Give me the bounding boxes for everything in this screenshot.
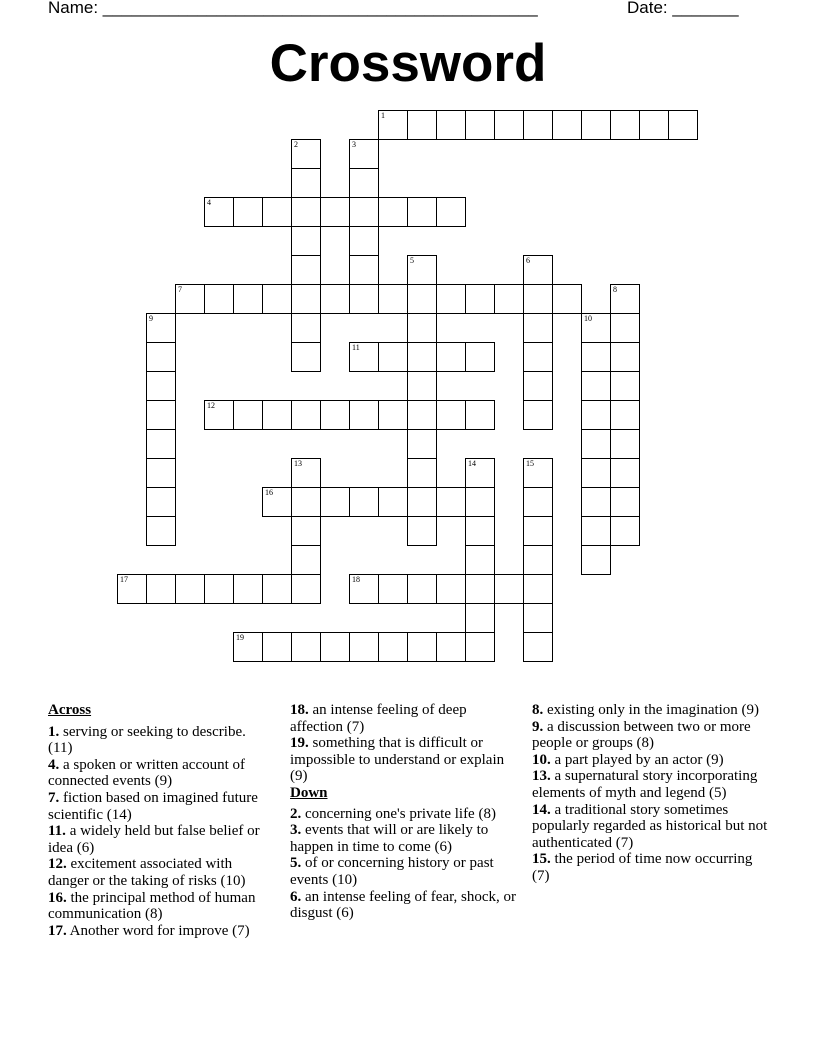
clue-number-label: 4 <box>207 198 211 207</box>
clue-text: the period of time now occurring (7) <box>532 851 753 884</box>
clue-text: existing only in the imagination (9) <box>543 702 760 718</box>
down-clue-list-continued <box>532 702 768 885</box>
grid-cell[interactable] <box>523 400 553 430</box>
grid-cell[interactable] <box>581 429 611 459</box>
grid-cell[interactable] <box>378 284 408 314</box>
clue-number-label: 2 <box>294 140 298 149</box>
clue-item <box>290 889 518 922</box>
clue-item <box>290 855 518 888</box>
clue-number: 2. <box>290 805 302 822</box>
clue-text: a part played by an actor (9) <box>550 751 724 768</box>
across-clue-list-continued <box>290 702 518 785</box>
grid-cell[interactable] <box>262 487 292 517</box>
grid-cell[interactable] <box>465 342 495 372</box>
grid-cell[interactable] <box>581 313 611 343</box>
grid-cell[interactable] <box>465 400 495 430</box>
clue-number: 19. <box>290 735 309 752</box>
grid-cell[interactable] <box>320 197 350 227</box>
grid-cell[interactable] <box>349 255 379 285</box>
clue-number-label: 12 <box>207 401 215 410</box>
grid-cell[interactable] <box>436 574 466 604</box>
clue-number: 14. <box>532 801 551 818</box>
clue-item <box>532 802 768 852</box>
grid-cell[interactable] <box>407 574 437 604</box>
grid-cell[interactable] <box>291 255 321 285</box>
clue-text: a traditional story sometimes popularly regarded as historical but not authenticated (7) <box>532 801 768 851</box>
grid-cell[interactable] <box>581 545 611 575</box>
grid-cell[interactable] <box>320 400 350 430</box>
clue-number-label: 8 <box>613 285 617 294</box>
grid-cell[interactable] <box>291 632 321 662</box>
grid-cell[interactable] <box>523 603 553 633</box>
clue-text: something that is difficult or impossible to understand or explain (9) <box>290 735 505 785</box>
clue-number-label: 16 <box>265 488 273 497</box>
grid-cell[interactable] <box>378 197 408 227</box>
grid-cell[interactable] <box>146 516 176 546</box>
grid-cell[interactable] <box>436 400 466 430</box>
grid-cell[interactable] <box>117 574 147 604</box>
grid-cell[interactable] <box>436 632 466 662</box>
grid-cell[interactable] <box>407 632 437 662</box>
grid-cell[interactable] <box>436 110 466 140</box>
grid-cell[interactable] <box>146 487 176 517</box>
grid-cell[interactable] <box>465 516 495 546</box>
grid-cell[interactable] <box>407 284 437 314</box>
clue-text: excitement associated with danger or the taking of risks (10) <box>48 856 246 889</box>
grid-cell[interactable] <box>610 458 640 488</box>
clues-column-2 <box>290 702 518 922</box>
grid-cell[interactable] <box>407 197 437 227</box>
clue-number: 15. <box>532 851 551 868</box>
grid-cell[interactable] <box>291 168 321 198</box>
clue-number: 17. <box>48 922 67 939</box>
grid-cell[interactable] <box>494 574 524 604</box>
clue-number-label: 17 <box>120 575 128 584</box>
grid-cell[interactable] <box>291 197 321 227</box>
clue-number: 9. <box>532 718 544 735</box>
clue-item <box>290 806 518 823</box>
clues-column-3 <box>532 702 768 885</box>
grid-cell[interactable] <box>291 226 321 256</box>
grid-cell[interactable] <box>639 110 669 140</box>
grid-cell[interactable] <box>407 400 437 430</box>
grid-cell[interactable] <box>146 313 176 343</box>
grid-cell[interactable] <box>436 284 466 314</box>
grid-cell[interactable] <box>349 487 379 517</box>
clue-number: 4. <box>48 756 60 773</box>
grid-cell[interactable] <box>407 458 437 488</box>
clue-item <box>532 752 768 769</box>
clue-item <box>290 735 518 785</box>
clue-text: a spoken or written account of connected events (9) <box>48 756 246 790</box>
clue-item <box>532 851 768 884</box>
grid-cell[interactable] <box>233 197 263 227</box>
grid-cell[interactable] <box>349 197 379 227</box>
grid-cell[interactable] <box>291 487 321 517</box>
grid-cell[interactable] <box>407 342 437 372</box>
grid-cell[interactable] <box>436 342 466 372</box>
grid-cell[interactable] <box>465 458 495 488</box>
grid-cell[interactable] <box>581 516 611 546</box>
grid-cell[interactable] <box>523 313 553 343</box>
grid-cell[interactable] <box>291 516 321 546</box>
clue-item <box>532 719 768 752</box>
clue-item <box>532 702 768 719</box>
grid-cell[interactable] <box>291 284 321 314</box>
grid-cell[interactable] <box>320 632 350 662</box>
clue-number-label: 10 <box>584 314 592 323</box>
clue-number: 1. <box>48 723 60 740</box>
clue-number: 18. <box>290 702 309 718</box>
grid-cell[interactable] <box>291 342 321 372</box>
clue-number: 16. <box>48 889 67 906</box>
grid-cell[interactable] <box>581 342 611 372</box>
grid-cell[interactable] <box>262 197 292 227</box>
grid-cell[interactable] <box>465 574 495 604</box>
grid-cell[interactable] <box>233 284 263 314</box>
grid-cell[interactable] <box>204 284 234 314</box>
clue-number-label: 15 <box>526 459 534 468</box>
clue-text: a discussion between two or more people or groups (8) <box>532 718 751 752</box>
clue-number-label: 11 <box>352 343 360 352</box>
grid-cell[interactable] <box>146 574 176 604</box>
clue-number-label: 7 <box>178 285 182 294</box>
grid-cell[interactable] <box>465 632 495 662</box>
clue-number-label: 1 <box>381 111 385 120</box>
grid-cell[interactable] <box>407 487 437 517</box>
grid-cell[interactable] <box>581 400 611 430</box>
clue-item <box>48 856 270 889</box>
grid-cell[interactable] <box>146 400 176 430</box>
clue-text: a supernatural story incorporating elements of myth and legend (5) <box>532 768 758 801</box>
across-heading: Across <box>48 702 92 718</box>
grid-cell[interactable] <box>465 487 495 517</box>
grid-cell[interactable] <box>349 574 379 604</box>
grid-cell[interactable] <box>407 313 437 343</box>
clue-item <box>48 890 270 923</box>
grid-cell[interactable] <box>610 342 640 372</box>
grid-cell[interactable] <box>523 632 553 662</box>
grid-cell[interactable] <box>175 574 205 604</box>
clue-number-label: 14 <box>468 459 476 468</box>
grid-cell[interactable] <box>494 284 524 314</box>
clue-text: the principal method of human communication (8) <box>48 889 256 923</box>
grid-cell[interactable] <box>610 284 640 314</box>
clue-number: 13. <box>532 768 551 785</box>
grid-cell[interactable] <box>291 139 321 169</box>
grid-cell[interactable] <box>668 110 698 140</box>
grid-cell[interactable] <box>494 110 524 140</box>
grid-cell[interactable] <box>378 487 408 517</box>
grid-cell[interactable] <box>262 574 292 604</box>
grid-cell[interactable] <box>146 429 176 459</box>
clue-text: events that will or are likely to happen in time to come (6) <box>290 822 489 855</box>
grid-cell[interactable] <box>465 545 495 575</box>
clue-item <box>48 757 270 790</box>
grid-cell[interactable] <box>291 545 321 575</box>
grid-cell[interactable] <box>523 284 553 314</box>
grid-cell[interactable] <box>523 342 553 372</box>
clue-text: Another word for improve (7) <box>66 922 250 939</box>
grid-cell[interactable] <box>610 313 640 343</box>
grid-cell[interactable] <box>320 487 350 517</box>
page-title: Crossword <box>269 34 547 93</box>
clue-text: of or concerning history or past events (10) <box>290 855 494 888</box>
grid-cell[interactable] <box>204 400 234 430</box>
grid-cell[interactable] <box>523 545 553 575</box>
grid-cell[interactable] <box>175 284 205 314</box>
grid-cell[interactable] <box>552 110 582 140</box>
grid-cell[interactable] <box>581 371 611 401</box>
date-field: Date: _______ <box>627 0 739 17</box>
grid-cell[interactable] <box>436 487 466 517</box>
clue-number-label: 13 <box>294 459 302 468</box>
down-clue-list <box>290 806 518 922</box>
grid-cell[interactable] <box>349 139 379 169</box>
clue-number: 7. <box>48 789 60 806</box>
clue-number: 8. <box>532 702 544 718</box>
clues-column-1 <box>48 702 270 939</box>
grid-cell[interactable] <box>146 342 176 372</box>
grid-cell[interactable] <box>320 284 350 314</box>
grid-cell[interactable] <box>146 458 176 488</box>
grid-cell[interactable] <box>610 487 640 517</box>
grid-cell[interactable] <box>436 197 466 227</box>
grid-cell[interactable] <box>523 110 553 140</box>
down-heading: Down <box>290 784 328 801</box>
grid-cell[interactable] <box>581 458 611 488</box>
grid-cell[interactable] <box>465 110 495 140</box>
grid-cell[interactable] <box>407 110 437 140</box>
grid-cell[interactable] <box>349 226 379 256</box>
clue-text: an intense feeling of fear, shock, or disgust (6) <box>290 888 516 922</box>
clue-item <box>48 823 270 856</box>
clue-number-label: 18 <box>352 575 360 584</box>
grid-cell[interactable] <box>349 168 379 198</box>
grid-cell[interactable] <box>349 342 379 372</box>
grid-cell[interactable] <box>378 632 408 662</box>
grid-cell[interactable] <box>581 110 611 140</box>
grid-cell[interactable] <box>610 516 640 546</box>
grid-cell[interactable] <box>610 110 640 140</box>
clue-number: 6. <box>290 888 302 905</box>
clue-item <box>290 822 518 855</box>
grid-cell[interactable] <box>204 197 234 227</box>
grid-cell[interactable] <box>349 284 379 314</box>
grid-cell[interactable] <box>378 574 408 604</box>
clue-item <box>48 724 270 757</box>
clue-number: 10. <box>532 751 551 768</box>
grid-cell[interactable] <box>291 400 321 430</box>
clue-number-label: 19 <box>236 633 244 642</box>
grid-cell[interactable] <box>204 574 234 604</box>
grid-cell[interactable] <box>291 574 321 604</box>
clue-number: 12. <box>48 856 67 873</box>
clue-number-label: 6 <box>526 256 530 265</box>
grid-cell[interactable] <box>378 342 408 372</box>
grid-cell[interactable] <box>552 284 582 314</box>
grid-cell[interactable] <box>349 400 379 430</box>
grid-cell[interactable] <box>523 458 553 488</box>
grid-cell[interactable] <box>291 313 321 343</box>
across-clue-list <box>48 724 270 940</box>
clue-text: serving or seeking to describe. (11) <box>48 723 246 757</box>
grid-cell[interactable] <box>291 458 321 488</box>
clue-item <box>290 702 518 735</box>
grid-cell[interactable] <box>378 110 408 140</box>
grid-cell[interactable] <box>407 255 437 285</box>
clue-text: an intense feeling of deep affection (7) <box>290 702 467 735</box>
grid-cell[interactable] <box>262 400 292 430</box>
grid-cell[interactable] <box>610 371 640 401</box>
clue-number-label: 9 <box>149 314 153 323</box>
grid-cell[interactable] <box>407 516 437 546</box>
grid-cell[interactable] <box>610 400 640 430</box>
clue-text: a widely held but false belief or idea (6) <box>48 823 260 856</box>
clue-text: concerning one's private life (8) <box>301 805 496 822</box>
grid-cell[interactable] <box>146 371 176 401</box>
grid-cell[interactable] <box>233 632 263 662</box>
clue-number-label: 3 <box>352 140 356 149</box>
clue-item <box>48 923 270 940</box>
grid-cell[interactable] <box>465 603 495 633</box>
grid-cell[interactable] <box>349 632 379 662</box>
clue-number-label: 5 <box>410 256 414 265</box>
grid-cell[interactable] <box>407 371 437 401</box>
clue-number: 3. <box>290 822 302 839</box>
clue-number: 11. <box>48 823 66 840</box>
grid-cell[interactable] <box>233 400 263 430</box>
grid-cell[interactable] <box>407 429 437 459</box>
grid-cell[interactable] <box>465 284 495 314</box>
grid-cell[interactable] <box>262 632 292 662</box>
grid-cell[interactable] <box>523 574 553 604</box>
clue-item <box>532 768 768 801</box>
clue-text: fiction based on imagined future scientific (14) <box>48 789 258 823</box>
name-field: Name: ______________________________________________ <box>48 0 538 17</box>
clue-number: 5. <box>290 855 302 872</box>
grid-cell[interactable] <box>523 487 553 517</box>
grid-cell[interactable] <box>581 487 611 517</box>
grid-cell[interactable] <box>523 371 553 401</box>
grid-cell[interactable] <box>262 284 292 314</box>
grid-cell[interactable] <box>378 400 408 430</box>
clue-item <box>48 790 270 823</box>
grid-cell[interactable] <box>523 516 553 546</box>
grid-cell[interactable] <box>610 429 640 459</box>
grid-cell[interactable] <box>233 574 263 604</box>
grid-cell[interactable] <box>523 255 553 285</box>
